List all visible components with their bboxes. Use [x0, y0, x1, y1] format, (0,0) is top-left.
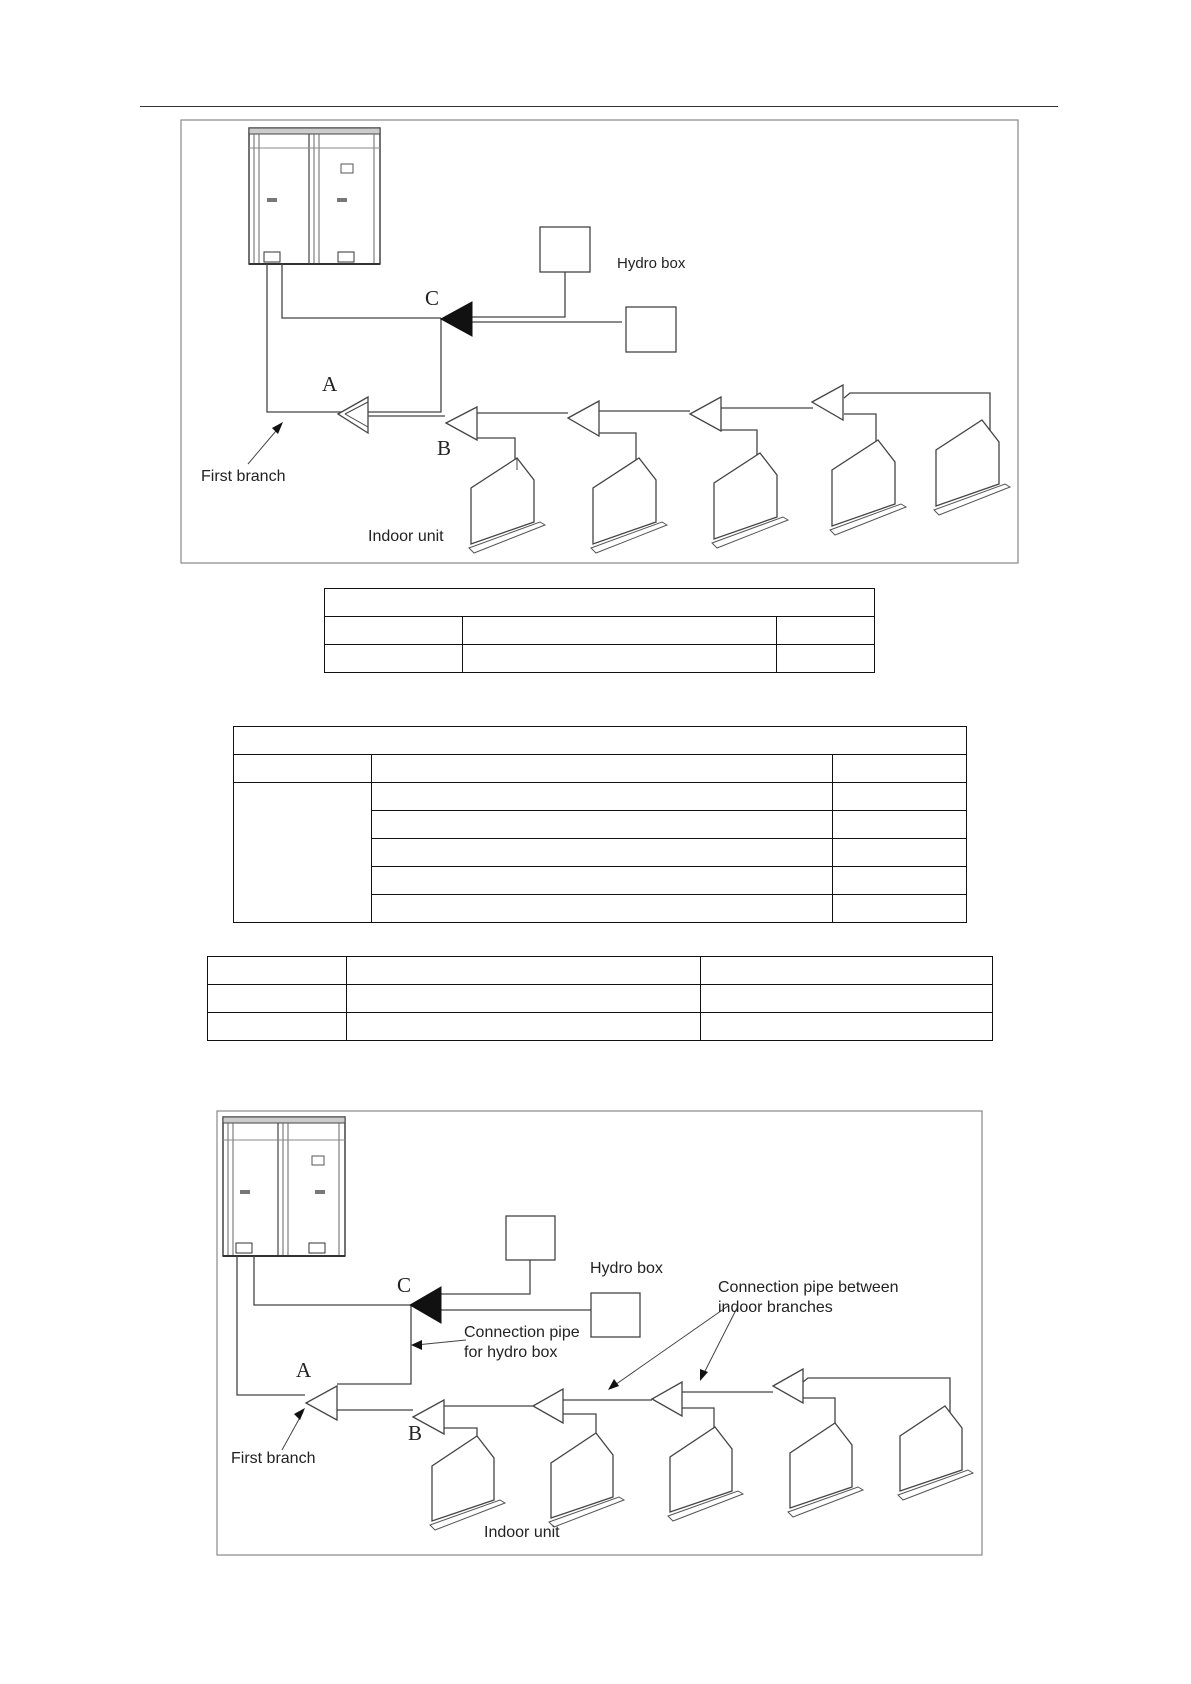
table-cell — [463, 645, 777, 673]
indoor-unit-1 — [430, 1436, 505, 1530]
first-branch-label: First branch — [201, 468, 286, 485]
indoor-unit-label: Indoor unit — [368, 528, 444, 545]
table-cell — [347, 957, 701, 985]
hydro-pipe-label-line2: for hydro box — [464, 1344, 558, 1361]
table-row — [208, 1013, 993, 1041]
table-cell — [372, 755, 833, 783]
indoor-unit-label: Indoor unit — [484, 1524, 560, 1541]
table-cell — [208, 957, 347, 985]
branch-a-icon — [306, 1386, 337, 1420]
table-cell — [234, 783, 372, 923]
table-cell — [833, 783, 967, 811]
table-row — [208, 957, 993, 985]
indoor-unit-3 — [668, 1427, 743, 1521]
branch-icon — [690, 397, 721, 431]
table-cell — [372, 895, 833, 923]
indoor-unit-1 — [469, 458, 545, 553]
table-cell — [833, 755, 967, 783]
branch-c-icon — [441, 302, 472, 336]
table-cell — [463, 617, 777, 645]
table-cell — [208, 1013, 347, 1041]
piping-diagram-1 — [0, 0, 1191, 580]
table-cell — [347, 985, 701, 1013]
table-row — [208, 985, 993, 1013]
branch-icon — [533, 1389, 563, 1423]
branch-c-label: C — [397, 1273, 412, 1297]
hydro-box-2 — [626, 307, 676, 352]
table-cell — [325, 645, 463, 673]
indoor-unit-4 — [830, 440, 906, 535]
table-cell — [372, 839, 833, 867]
table-cell — [701, 1013, 993, 1041]
branch-icon — [773, 1369, 803, 1403]
first-branch-label: First branch — [231, 1450, 316, 1467]
table-cell — [372, 811, 833, 839]
table-cell — [325, 617, 463, 645]
table-1 — [324, 588, 875, 673]
piping-diagram-2 — [0, 1100, 1191, 1680]
hydro-box-1 — [506, 1216, 555, 1260]
indoor-unit-4 — [788, 1423, 863, 1517]
table-cell — [833, 811, 967, 839]
table-cell — [234, 727, 967, 755]
branch-a-icon — [338, 397, 368, 433]
indoor-unit-5 — [898, 1406, 973, 1500]
branch-icon — [568, 401, 599, 436]
table-cell — [701, 985, 993, 1013]
indoor-unit-2 — [549, 1433, 624, 1527]
table-cell — [372, 867, 833, 895]
table-2 — [233, 726, 967, 923]
indoor-unit-5 — [934, 420, 1010, 515]
hydro-box-label: Hydro box — [590, 1260, 663, 1277]
outdoor-unit — [223, 1117, 345, 1256]
branch-b-label: B — [408, 1421, 423, 1445]
hydro-pipe-label-line1: Connection pipe — [464, 1324, 580, 1341]
table-cell — [701, 957, 993, 985]
branch-c-icon — [410, 1287, 441, 1323]
table-cell — [347, 1013, 701, 1041]
hydro-box-label: Hydro box — [617, 255, 686, 272]
outdoor-unit — [249, 128, 380, 264]
table-cell — [372, 783, 833, 811]
table-cell — [833, 895, 967, 923]
branch-icon — [652, 1382, 682, 1416]
branch-pipe-label-line1: Connection pipe between — [718, 1279, 899, 1296]
table-row — [234, 755, 967, 783]
branch-c-label: C — [425, 286, 440, 310]
table-cell — [208, 985, 347, 1013]
branch-pipe-label-line2: indoor branches — [718, 1299, 833, 1316]
branch-icon — [812, 385, 843, 420]
table-cell — [833, 839, 967, 867]
table-cell — [325, 589, 875, 617]
hydro-box-2 — [591, 1293, 640, 1337]
table-row — [325, 645, 875, 673]
branch-a-label: A — [322, 372, 338, 396]
table-row — [234, 727, 967, 755]
table-cell — [777, 617, 875, 645]
branch-b-label: B — [437, 436, 452, 460]
table-3 — [207, 956, 993, 1041]
table-cell — [234, 755, 372, 783]
branch-a-label: A — [296, 1358, 312, 1382]
indoor-unit-3 — [712, 453, 788, 548]
hydro-box-1 — [540, 227, 590, 272]
indoor-unit-2 — [591, 458, 667, 553]
table-row — [325, 617, 875, 645]
table-cell — [833, 867, 967, 895]
table-row — [325, 589, 875, 617]
table-row — [234, 783, 967, 811]
table-cell — [777, 645, 875, 673]
